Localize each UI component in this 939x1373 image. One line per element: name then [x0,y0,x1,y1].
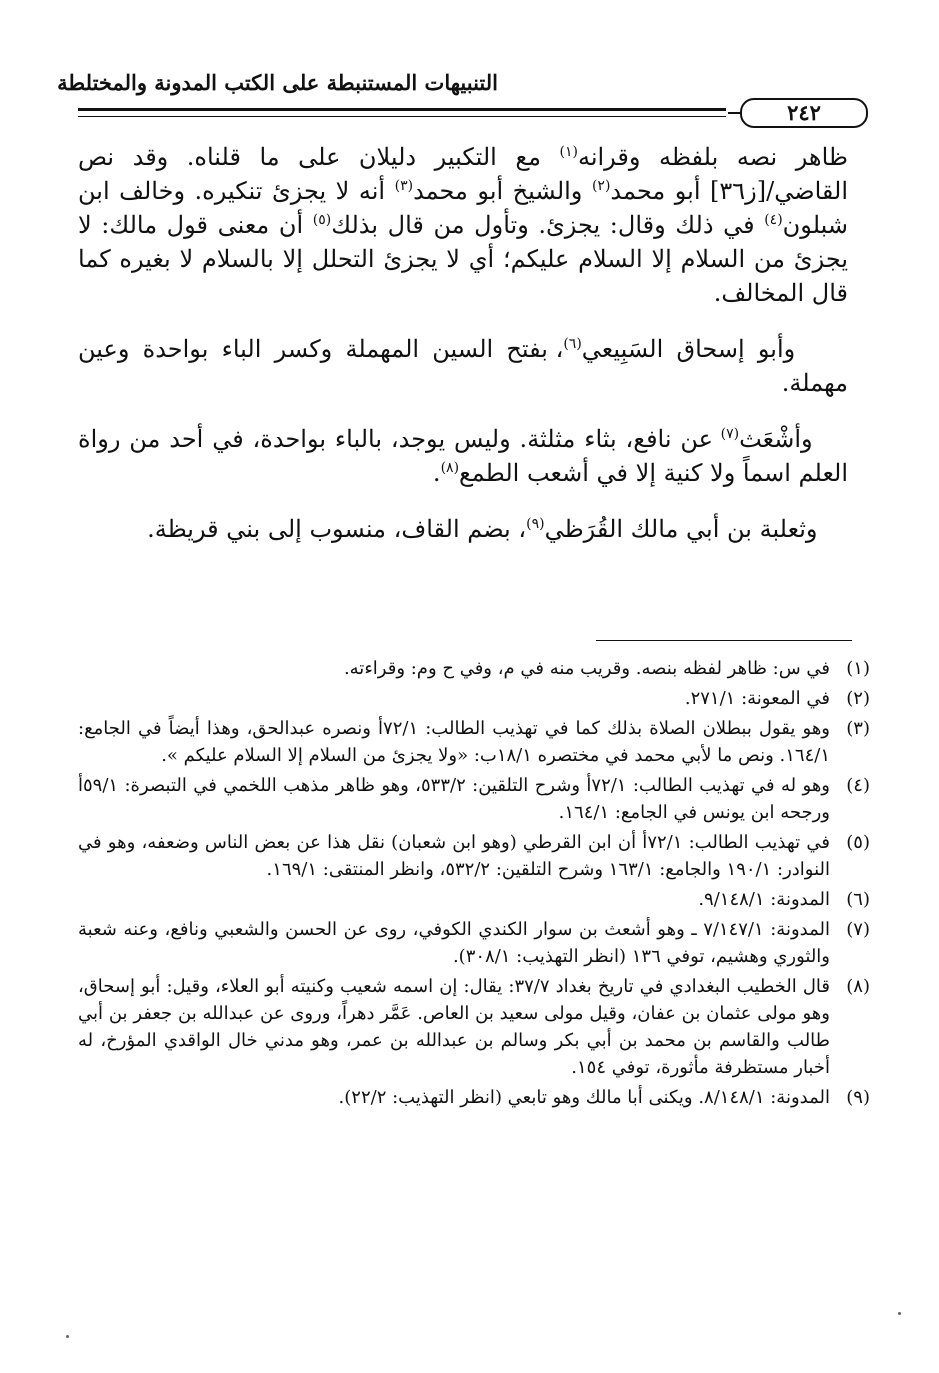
text-run: وثعلبة بن أبي مالك القُرَظي [544,515,818,543]
footnote-ref-2: (٢) [591,178,611,194]
footnote-number: (٦) [846,889,870,910]
footnote-number: (٤) [846,775,870,796]
footnote-number: (٧) [846,919,870,940]
running-title: التنبيهات المستنبطة على الكتب المدونة والمختلطة [57,70,498,95]
footnote-ref-5: (٥) [312,212,332,228]
footnote-text: في س: ظاهر لفظه بنصه. وقريب منه في م، وفي ح وم: وقراءته. [343,658,830,679]
footnote-text: وهو له في تهذيب الطالب: ٧٢/١أ وشرح التلقين: ٥٣٣/٢، وهو ظاهر مذهب اللخمي في التبصرة: ٥٩/١أ ورجحه ابن يونس في الجامع: ١٦٤/١. [78,775,831,823]
page-number: ٢٤٢ [787,100,821,125]
footnote-ref-4: (٤) [764,212,783,228]
footnote-number: (٣) [846,718,870,739]
scan-speck [898,1312,901,1315]
footnote-text: المدونة: ٩/١٤٨/١. [698,889,830,910]
footnote-ref-1: (١) [559,144,578,160]
paragraph-3 [78,422,848,490]
footnote-text: وهو يقول ببطلان الصلاة بذلك كما في تهذيب الطالب: ٧٢/١أ ونصره عبدالحق، وهذا أيضاً في الجامع: ١٦٤/١. ونص ما لأبي محمد في مختصره ١٨/١ب: «ولا يجزئ من السلام إلا السلام عليكم ». [78,718,830,766]
footnote-number: (١) [846,658,870,679]
footnote-text: المدونة: ٨/١٤٨/١. ويكنى أبا مالك وهو تابعي (انظر التهذيب: ٢٢/٢). [338,1087,830,1108]
scan-speck [66,1335,69,1338]
footnote-4 [78,772,870,826]
text-run: في ذلك وقال: يجزئ. وتأول من قال بذلك [331,211,765,239]
footnote-ref-8: (٨) [440,460,460,476]
footnote-9 [78,1084,870,1111]
text-run: أن معنى قول مالك: لا يجزئ من السلام إلا السلام عليكم؛ أي لا يجزئ التحلل إلا بالسلام لا بغيره كما قال المخالف. [78,211,848,307]
footnote-number: (٨) [846,976,870,997]
footnote-2 [78,685,870,712]
footnote-ref-6: (٦) [563,336,582,352]
header-rule-thin [78,116,726,117]
footnote-5 [78,829,870,883]
paragraph-4 [78,512,848,546]
footnote-text: في تهذيب الطالب: ٧٢/١أ أن ابن القرطي (وهو ابن شعبان) نقل هذا عن بعض الناس وضعفه، وهو في النوادر: ١٩٠/١ والجامع: ١٦٣/١ وشرح التلقين: ٥٣٢/٢، وانظر المنتقى: ١٦٩/١. [78,832,830,880]
footnote-number: (٢) [846,688,870,709]
text-run: مع التكبير دليلان على ما قلناه. وقد نص القاضي/[ز٣٦] أبو محمد [78,143,849,205]
text-run: . [432,459,441,487]
footnote-text: في المعونة: ٢٧١/١. [684,688,830,709]
text-run: وأشْعَث [739,425,813,453]
text-run: أنه لا يجزئ تنكيره. وخالف ابن شبلون [78,177,848,239]
page-header [57,68,868,130]
footnotes [78,655,870,1114]
header-rule-thick [78,108,726,111]
footnote-number: (٥) [846,832,870,853]
text-run: ظاهر نصه بلفظه وقرانه [577,143,849,171]
footnote-ref-3: (٣) [394,178,414,194]
footnote-text: المدونة: ٧/١٤٧/١ ـ وهو أشعث بن سوار الكندي الكوفي، روى عن الحسن والشعبي ونافع، وعنه شعبة والثوري وهشيم، توفي ١٣٦ (انظر التهذيب: ٣٠٨/١). [78,919,830,967]
text-run: ، بفتح السين المهملة وكسر الباء بواحدة وعين مهملة. [78,335,848,397]
footnote-6 [78,886,870,913]
footnote-ref-7: (٧) [720,426,740,442]
footnote-text: قال الخطيب البغدادي في تاريخ بغداد ٣٧/٧: يقال: إن اسمه شعيب وكنيته أبو العلاء، وقيل: أبو إسحاق، وهو مولى عثمان بن عفان، وقيل مولى سعيد بن العاص. عَمَّر دهراً، وروى عن عبدالله بن جعفر بن أبي طالب والقاسم بن محمد بن أبي بكر وسالم بن عبدالله بن عمر، وهو مدني خال الواقدي المؤرخ، له أخبار مستظرفة مأثورة، توفي ١٥٤. [78,976,830,1078]
text-run: والشيخ أبو محمد [413,177,592,205]
footnote-ref-9: (٩) [526,516,545,532]
main-text [78,140,848,546]
footnote-number: (٩) [846,1087,870,1108]
footnote-1 [78,655,870,682]
paragraph-1 [78,140,848,310]
paragraph-2 [78,332,848,400]
footnote-separator [596,640,852,641]
text-run: وأبو إسحاق السَبِيعي [581,335,796,363]
footnote-8 [78,973,870,1081]
footnote-3 [78,715,870,769]
footnote-7 [78,916,870,970]
text-run: عن نافع، بثاء مثلثة. وليس يوجد، بالباء بواحدة، في أحد من رواة العلم اسماً ولا كنية إلا في أشعب الطمع [78,425,848,487]
text-run: ، بضم القاف، منسوب إلى بني قريظة. [147,515,527,543]
page-number-badge [740,98,868,128]
